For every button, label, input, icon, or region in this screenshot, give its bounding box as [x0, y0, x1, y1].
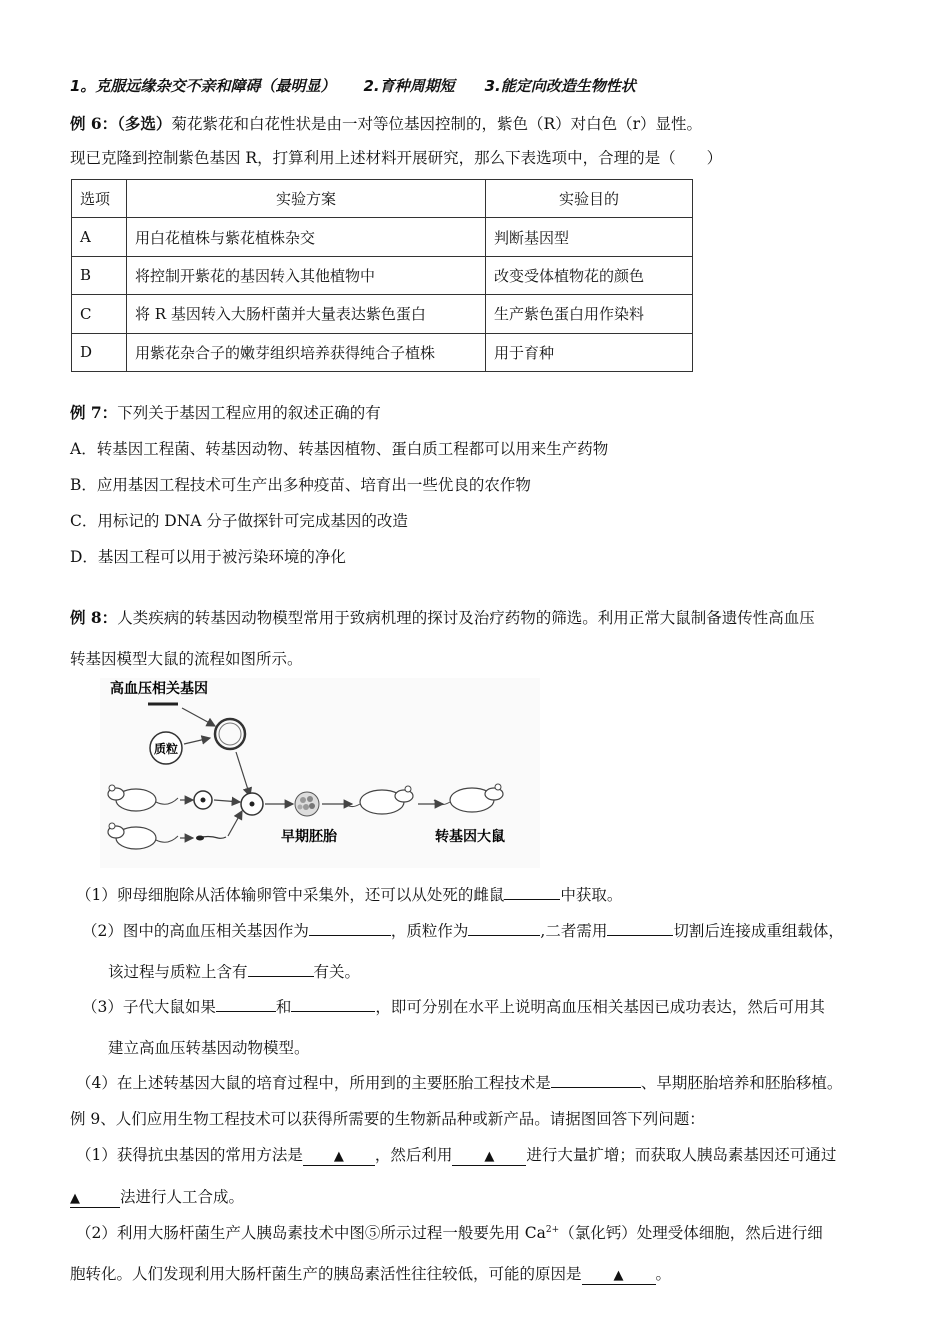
- table-header-cell: 实验目的: [486, 180, 693, 218]
- ex8-q3-cont: 建立高血压转基因动物模型。: [108, 1039, 310, 1057]
- table-cell: C: [72, 295, 127, 333]
- answer-blank-triangle[interactable]: ▲: [452, 1149, 526, 1166]
- figure-label-plasmid: 质粒: [153, 742, 179, 756]
- answer-blank[interactable]: [216, 997, 276, 1012]
- ex6-label: 例 6：（多选）: [70, 114, 172, 133]
- ex7-label: 例 7：: [70, 403, 118, 422]
- ex7-option-d: D．基因工程可以用于被污染环境的净化: [70, 548, 346, 566]
- header-line: [70, 75, 636, 96]
- ex9-q2-text: （氯化钙）处理受体细胞，然后进行细: [559, 1224, 823, 1242]
- figure-label-gene: 高血压相关基因: [110, 681, 208, 697]
- ex9-q2-text: 。: [655, 1265, 672, 1283]
- table-row: [72, 218, 693, 256]
- ex8-q4-text: （4）在上述转基因大鼠的培育过程中，所用到的主要胚胎工程技术是: [76, 1074, 551, 1092]
- answer-blank[interactable]: [309, 921, 391, 936]
- ex9-q2: [76, 1221, 823, 1243]
- answer-blank[interactable]: [468, 921, 540, 936]
- ex7-option-a: A．转基因工程菌、转基因动物、转基因植物、蛋白质工程都可以用来生产药物: [70, 440, 609, 458]
- ex9-q1-text: 法进行人工合成。: [120, 1188, 245, 1206]
- ex8-q4-text: 、早期胚胎培养和胚胎移植。: [640, 1074, 843, 1092]
- table-cell: 将 R 基因转入大肠杆菌并大量表达紫色蛋白: [127, 295, 486, 333]
- ex6-line1: [70, 112, 702, 134]
- header-point-3: 3.能定向改造生物性状: [484, 77, 636, 95]
- answer-blank[interactable]: [291, 997, 375, 1012]
- ex7-question: 下列关于基因工程应用的叙述正确的有: [117, 404, 381, 422]
- table-cell: D: [72, 333, 127, 371]
- answer-blank[interactable]: [551, 1073, 641, 1088]
- table-row: [72, 333, 693, 371]
- ex6-text1: 菊花紫花和白花性状是由一对等位基因控制的，紫色（R）对白色（r）显性。: [171, 115, 703, 133]
- ex7-option-b: B．应用基因工程技术可生产出多种疫苗、培育出一些优良的农作物: [70, 476, 531, 494]
- ex7-option-c: C．用标记的 DNA 分子做探针可完成基因的改造: [70, 512, 408, 530]
- table-cell: A: [72, 218, 127, 256]
- experiment-table: [71, 179, 693, 372]
- table-cell: 用白花植株与紫花植株杂交: [127, 218, 486, 256]
- table-cell: B: [72, 256, 127, 294]
- answer-blank-triangle[interactable]: ▲: [70, 1191, 120, 1208]
- ex8-q1: [76, 883, 622, 905]
- early-embryo-icon: [295, 792, 319, 816]
- table-cell: 用于育种: [486, 333, 693, 371]
- figure-label-embryo: 早期胚胎: [281, 829, 337, 845]
- ex8-q3-text: 和: [275, 998, 292, 1016]
- sperm-head: [196, 836, 204, 841]
- ex9-q2-cont: [70, 1262, 671, 1285]
- answer-blank[interactable]: [504, 885, 560, 900]
- transgenic-flow-figure: [100, 678, 540, 868]
- ex8-q2-text: ，质粒作为: [390, 922, 469, 940]
- ex9-q1-text: （1）获得抗虫基因的常用方法是: [76, 1146, 303, 1164]
- ex8-q2-text: （2）图中的高血压相关基因作为: [82, 922, 309, 940]
- ex8-q3-text: （3）子代大鼠如果: [82, 998, 216, 1016]
- header-point-2: 2.育种周期短: [363, 77, 455, 95]
- table-header-cell: 实验方案: [127, 180, 486, 218]
- ex8-q4: [76, 1071, 842, 1093]
- ex9-q2-text: 胞转化。人们发现利用大肠杆菌生产的胰岛素活性往往较低，可能的原因是: [70, 1265, 582, 1283]
- ex8-q1-text: （1）卵母细胞除从活体输卵管中采集外，还可以从处死的雌鼠: [76, 886, 505, 904]
- table-row: [72, 295, 693, 333]
- answer-blank[interactable]: [607, 921, 673, 936]
- ex8-q2-cont: [108, 960, 360, 982]
- ex8-text1: 人类疾病的转基因动物模型常用于致病机理的探讨及治疗药物的筛选。利用正常大鼠制备遗传性高血压: [117, 609, 815, 627]
- table-cell: 判断基因型: [486, 218, 693, 256]
- fertilized-egg-nucleus: [250, 802, 255, 807]
- ex8-q3: [82, 995, 825, 1017]
- ex8-line2: 转基因模型大鼠的流程如图所示。: [70, 650, 303, 668]
- ex8-line1: [70, 606, 815, 628]
- ex7-question-line: [70, 401, 381, 423]
- ex8-q2-text: 切割后连接成重组载体，: [673, 922, 844, 940]
- ex9-q2-superscript: 2+: [545, 1224, 560, 1235]
- ex9-q1-cont: [70, 1185, 244, 1208]
- table-header-cell: 选项: [72, 180, 127, 218]
- ex9-intro: 例 9、人们应用生物工程技术可以获得所需要的生物新品种或新产品。请据图回答下列问题：: [70, 1110, 705, 1128]
- ex8-q3-text: ，即可分别在水平上说明高血压相关基因已成功表达，然后可用其: [375, 998, 825, 1016]
- ex8-q2-text: ,二者需用: [540, 922, 608, 940]
- header-point-1: 1。克服远缘杂交不亲和障碍（最明显）: [70, 77, 336, 95]
- table-cell: 改变受体植物花的颜色: [486, 256, 693, 294]
- table-cell: 用紫花杂合子的嫩芽组织培养获得纯合子植株: [127, 333, 486, 371]
- ex6-line2: 现已克隆到控制紫色基因 R，打算利用上述材料开展研究，那么下表选项中，合理的是（ ）: [70, 149, 723, 167]
- table-header-row: [72, 180, 693, 218]
- table-row: [72, 256, 693, 294]
- figure-label-transgenic-rat: 转基因大鼠: [435, 829, 505, 845]
- ex9-q2-text: （2）利用大肠杆菌生产人胰岛素技术中图⑤所示过程一般要先用 Ca: [76, 1224, 546, 1242]
- table-cell: 将控制开紫花的基因转入其他植物中: [127, 256, 486, 294]
- ex8-q2-text: 该过程与质粒上含有: [108, 963, 248, 981]
- ex9-q1: [76, 1143, 836, 1166]
- oocyte-nucleus: [201, 798, 206, 803]
- ex8-q2: [82, 919, 844, 941]
- ex8-label: 例 8：: [70, 608, 118, 627]
- answer-blank-triangle[interactable]: ▲: [303, 1149, 375, 1166]
- ex8-q2-text: 有关。: [313, 963, 361, 981]
- answer-blank-triangle[interactable]: ▲: [582, 1268, 656, 1285]
- ex9-q1-text: 进行大量扩增；而获取人胰岛素基因还可通过: [526, 1146, 837, 1164]
- table-cell: 生产紫色蛋白用作染料: [486, 295, 693, 333]
- answer-blank[interactable]: [248, 962, 314, 977]
- ex9-q1-text: ，然后利用: [374, 1146, 453, 1164]
- ex8-q1-text-end: 中获取。: [560, 886, 623, 904]
